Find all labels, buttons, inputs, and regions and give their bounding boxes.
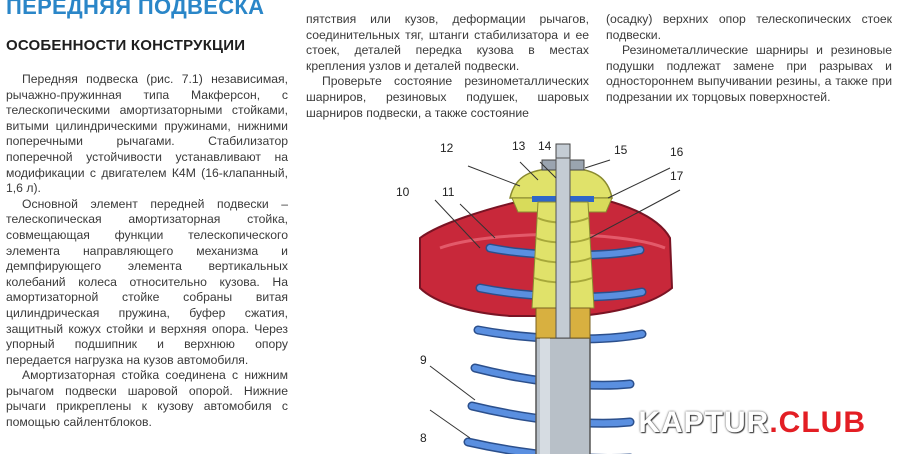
paragraph: Передняя подвеска (рис. 7.1) независимая, рычажно-пружинная типа Макферсон, с телескопическими амортизаторными стойками, витыми цилиндрическими пружинами, нижними поперечными рычагами. Стабилизатор поперечной устойчивости устанавливают на модификации с двигателем К4М (16-клапанный, 1,6 л). xyxy=(6,72,288,196)
paragraph: Амортизаторная стойка соединена с нижним рычагом подвески шаровой опорой. Нижние рычаги прикреплены к кузову автомобиля с помощью сайлентблоков. xyxy=(6,368,288,430)
watermark-domain: .CLUB xyxy=(769,406,866,439)
text-column-2 xyxy=(306,12,589,121)
text-column-3 xyxy=(606,12,892,106)
label-16: 16 xyxy=(670,145,684,159)
page-title: ПЕРЕДНЯЯ ПОДВЕСКА xyxy=(6,0,265,19)
label-10: 10 xyxy=(396,185,410,199)
label-9: 9 xyxy=(420,353,427,367)
paragraph: (осадку) верхних опор телескопических стоек подвески. xyxy=(606,12,892,42)
paragraph: Основной элемент передней подвески – телескопическая амортизаторная стойка, совмещающая функции телескопического элемента направляющего механизма и демпфирующего элемента вертикальных колебаний колеса относительно кузова. На амортизаторной стойке собраны витая цилиндрическая пружина, буфер сжатия, защитный кожух стойки и верхняя опора. Через упорный подшипник и верхнюю опору передается нагрузка на кузов автомобиля. xyxy=(6,196,288,367)
paragraph: Резинометаллические шарниры и резиновые подушки подлежат замене при разрывах и одностороннем выпучивании резины, а также при подрезании их торцовых поверхностей. xyxy=(606,43,892,104)
piston-rod xyxy=(556,158,570,338)
label-11: 11 xyxy=(442,185,455,199)
text-column-1 xyxy=(6,72,288,431)
paragraph: Проверьте состояние резинометаллических шарниров, резиновых подушек, шаровых шарниров подвески, а также состояние xyxy=(306,74,589,120)
label-17: 17 xyxy=(670,169,684,183)
label-12: 12 xyxy=(440,141,454,155)
label-15: 15 xyxy=(614,143,628,157)
watermark-brand: KAPTUR xyxy=(638,406,770,439)
label-14: 14 xyxy=(538,139,552,153)
section-heading: ОСОБЕННОСТИ КОНСТРУКЦИИ xyxy=(6,37,246,54)
site-watermark xyxy=(638,406,866,440)
paragraph: пятствия или кузов, деформации рычагов, соединительных тяг, штанги стабилизатора и ее стоек, деталей передка кузова в местах крепления узлов и деталей подвески. xyxy=(306,12,589,73)
label-8: 8 xyxy=(420,431,427,445)
label-13: 13 xyxy=(512,139,526,153)
